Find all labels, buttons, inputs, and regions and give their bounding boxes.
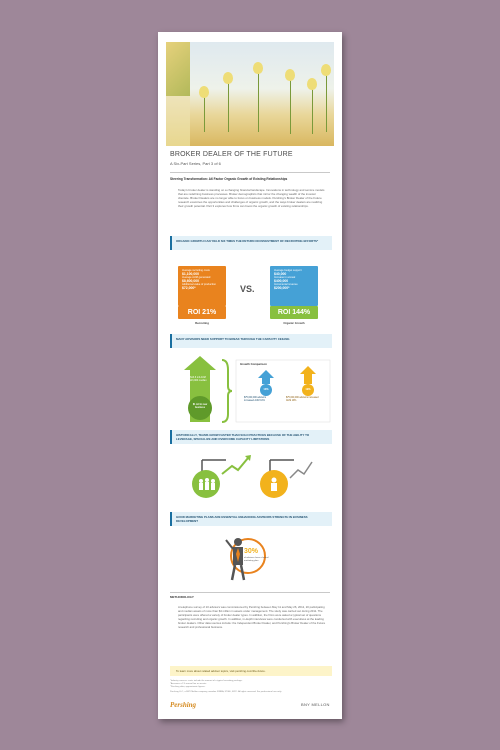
marketing-note: of advisors have a formal marketing plan <box>244 557 269 562</box>
divider <box>170 592 330 593</box>
intro-heading: Steering Transformation: A6 Factor Organic Growth of Existing Relationships <box>170 177 288 181</box>
recruiting-roi-box <box>178 306 226 319</box>
organic-box: Average budget support $40,000 Increase in annual $400,000 Incremental revenue $200,000* <box>270 266 318 306</box>
recruiting-caption: Recruiting <box>195 321 209 325</box>
capacity-circle-text: $1 mil in new business <box>192 404 208 409</box>
recruiting-roi: ROI 21% <box>187 309 217 316</box>
divider <box>170 172 330 173</box>
hero-image-tulips <box>166 42 334 146</box>
section-heading: MANY ADVISORS NEED SUPPORT TO BREAK THROUGH THE CAPACITY CEILING <box>176 337 290 341</box>
organic-roi: ROI 144% <box>277 309 311 316</box>
marketing-pct: 30% <box>244 548 259 555</box>
capacity-graphic <box>174 356 334 426</box>
section-band-capacity <box>170 334 332 348</box>
recruiting-box: Average recruiting costs $1,100,000 Average AUM generated $8,600,000 Additional value of production $72,000* <box>178 266 226 306</box>
section-band-roi <box>170 236 332 250</box>
note-high: $75,000,000 advisors increased AUM 19% <box>286 397 319 403</box>
methodology-heading: METHODOLOGY <box>170 595 194 599</box>
organic-caption: Organic Growth <box>283 321 305 325</box>
section-heading: ORGANIC GROWTH CAN YIELD SIX TIMES THE RETURN ON INVESTMENT OF RECRUITING EFFORTS* <box>176 239 319 243</box>
teams-icons <box>188 452 318 504</box>
organic-roi-box <box>270 306 318 319</box>
pct-high: 19% <box>305 388 311 391</box>
section-heading: HISTORICALLY, TEAMS GROW FASTER THAN SOLO PRACTICES BECAUSE OF THE ABILITY TO LEVERAGE, SPECIALIZE AND OVERCOME CAPACITY LIMITATIONS <box>176 433 310 441</box>
section-heading: GOOD MARKETING PLANS ARE ESSENTIAL ENHANCING ADVISORS STRENGTH IN BUSINESS DEVELOPMENT <box>176 515 308 523</box>
note-low: $75,000,000 advisors increased AUM 10% <box>244 397 266 403</box>
page-subtitle: A Six-Part Series, Part 3 of 6 <box>170 161 221 166</box>
page-title: BROKER DEALER OF THE FUTURE <box>170 151 293 158</box>
footnote: Pershing LLC, a BNY Mellon company, member FINRA, NYSE, SIPC. All rights reserved. For professional use only. <box>170 691 282 693</box>
vs-label: VS. <box>240 284 255 294</box>
footnote: *Industry sources: costs include the amount of a typical recruiting package. <box>170 680 243 682</box>
learn-more-band <box>170 666 332 676</box>
capacity-left-text: $13.6 mil AUM $13,000 median <box>189 376 207 382</box>
growth-comparison-title: Growth Comparison <box>240 362 267 366</box>
footnote: *Assumes a 1% annual fee on assets. <box>170 683 207 685</box>
section-band-marketing <box>170 512 332 526</box>
section-band-teams <box>170 430 332 444</box>
methodology-body: A telephone survey of 10 advisors was commissioned by Pershing between May 11 and May 26, 2012, 20 participating and median assets of more than $4 million in assets under management. The study was carried out during 2011. The participants were offered a variety of broker dealer types. In addition, the firms were asked a typical set of questions regarding recruiting and organic growth. In addition, in-depth interviews were conducted with executives at the leading broker dealers. Other data sources include: the Independent Broker Dealer, and Pershing's Broker Dealer of the Future research and professional business. <box>178 605 326 629</box>
bny-mellon-logo: BNY MELLON <box>301 702 330 707</box>
pershing-logo: Pershing <box>170 701 197 709</box>
infographic-page <box>158 32 342 719</box>
footnote: *Pershing data; approximate figures. <box>170 686 206 688</box>
intro-body: Today's broker dealer is standing on a changing financial landscape. Innovations in technology and service models that are redefining business processes. Broker demographics that mirror the changing wealth of the investor clientele. Broker Dealers are no longer able to focus on business models. Pershing's Broker Dealer of the Future research examines the opportunities and challenges of organic growth, and the ways broker dealers are realizing their growth potential. Part 3 explores how firms can boost the organic growth of existing relationships. <box>178 188 325 208</box>
learn-more-link[interactable]: To learn more about related advisor topics, visit pershing.com/the-future. <box>176 669 266 673</box>
pct-low: 10% <box>263 388 269 391</box>
